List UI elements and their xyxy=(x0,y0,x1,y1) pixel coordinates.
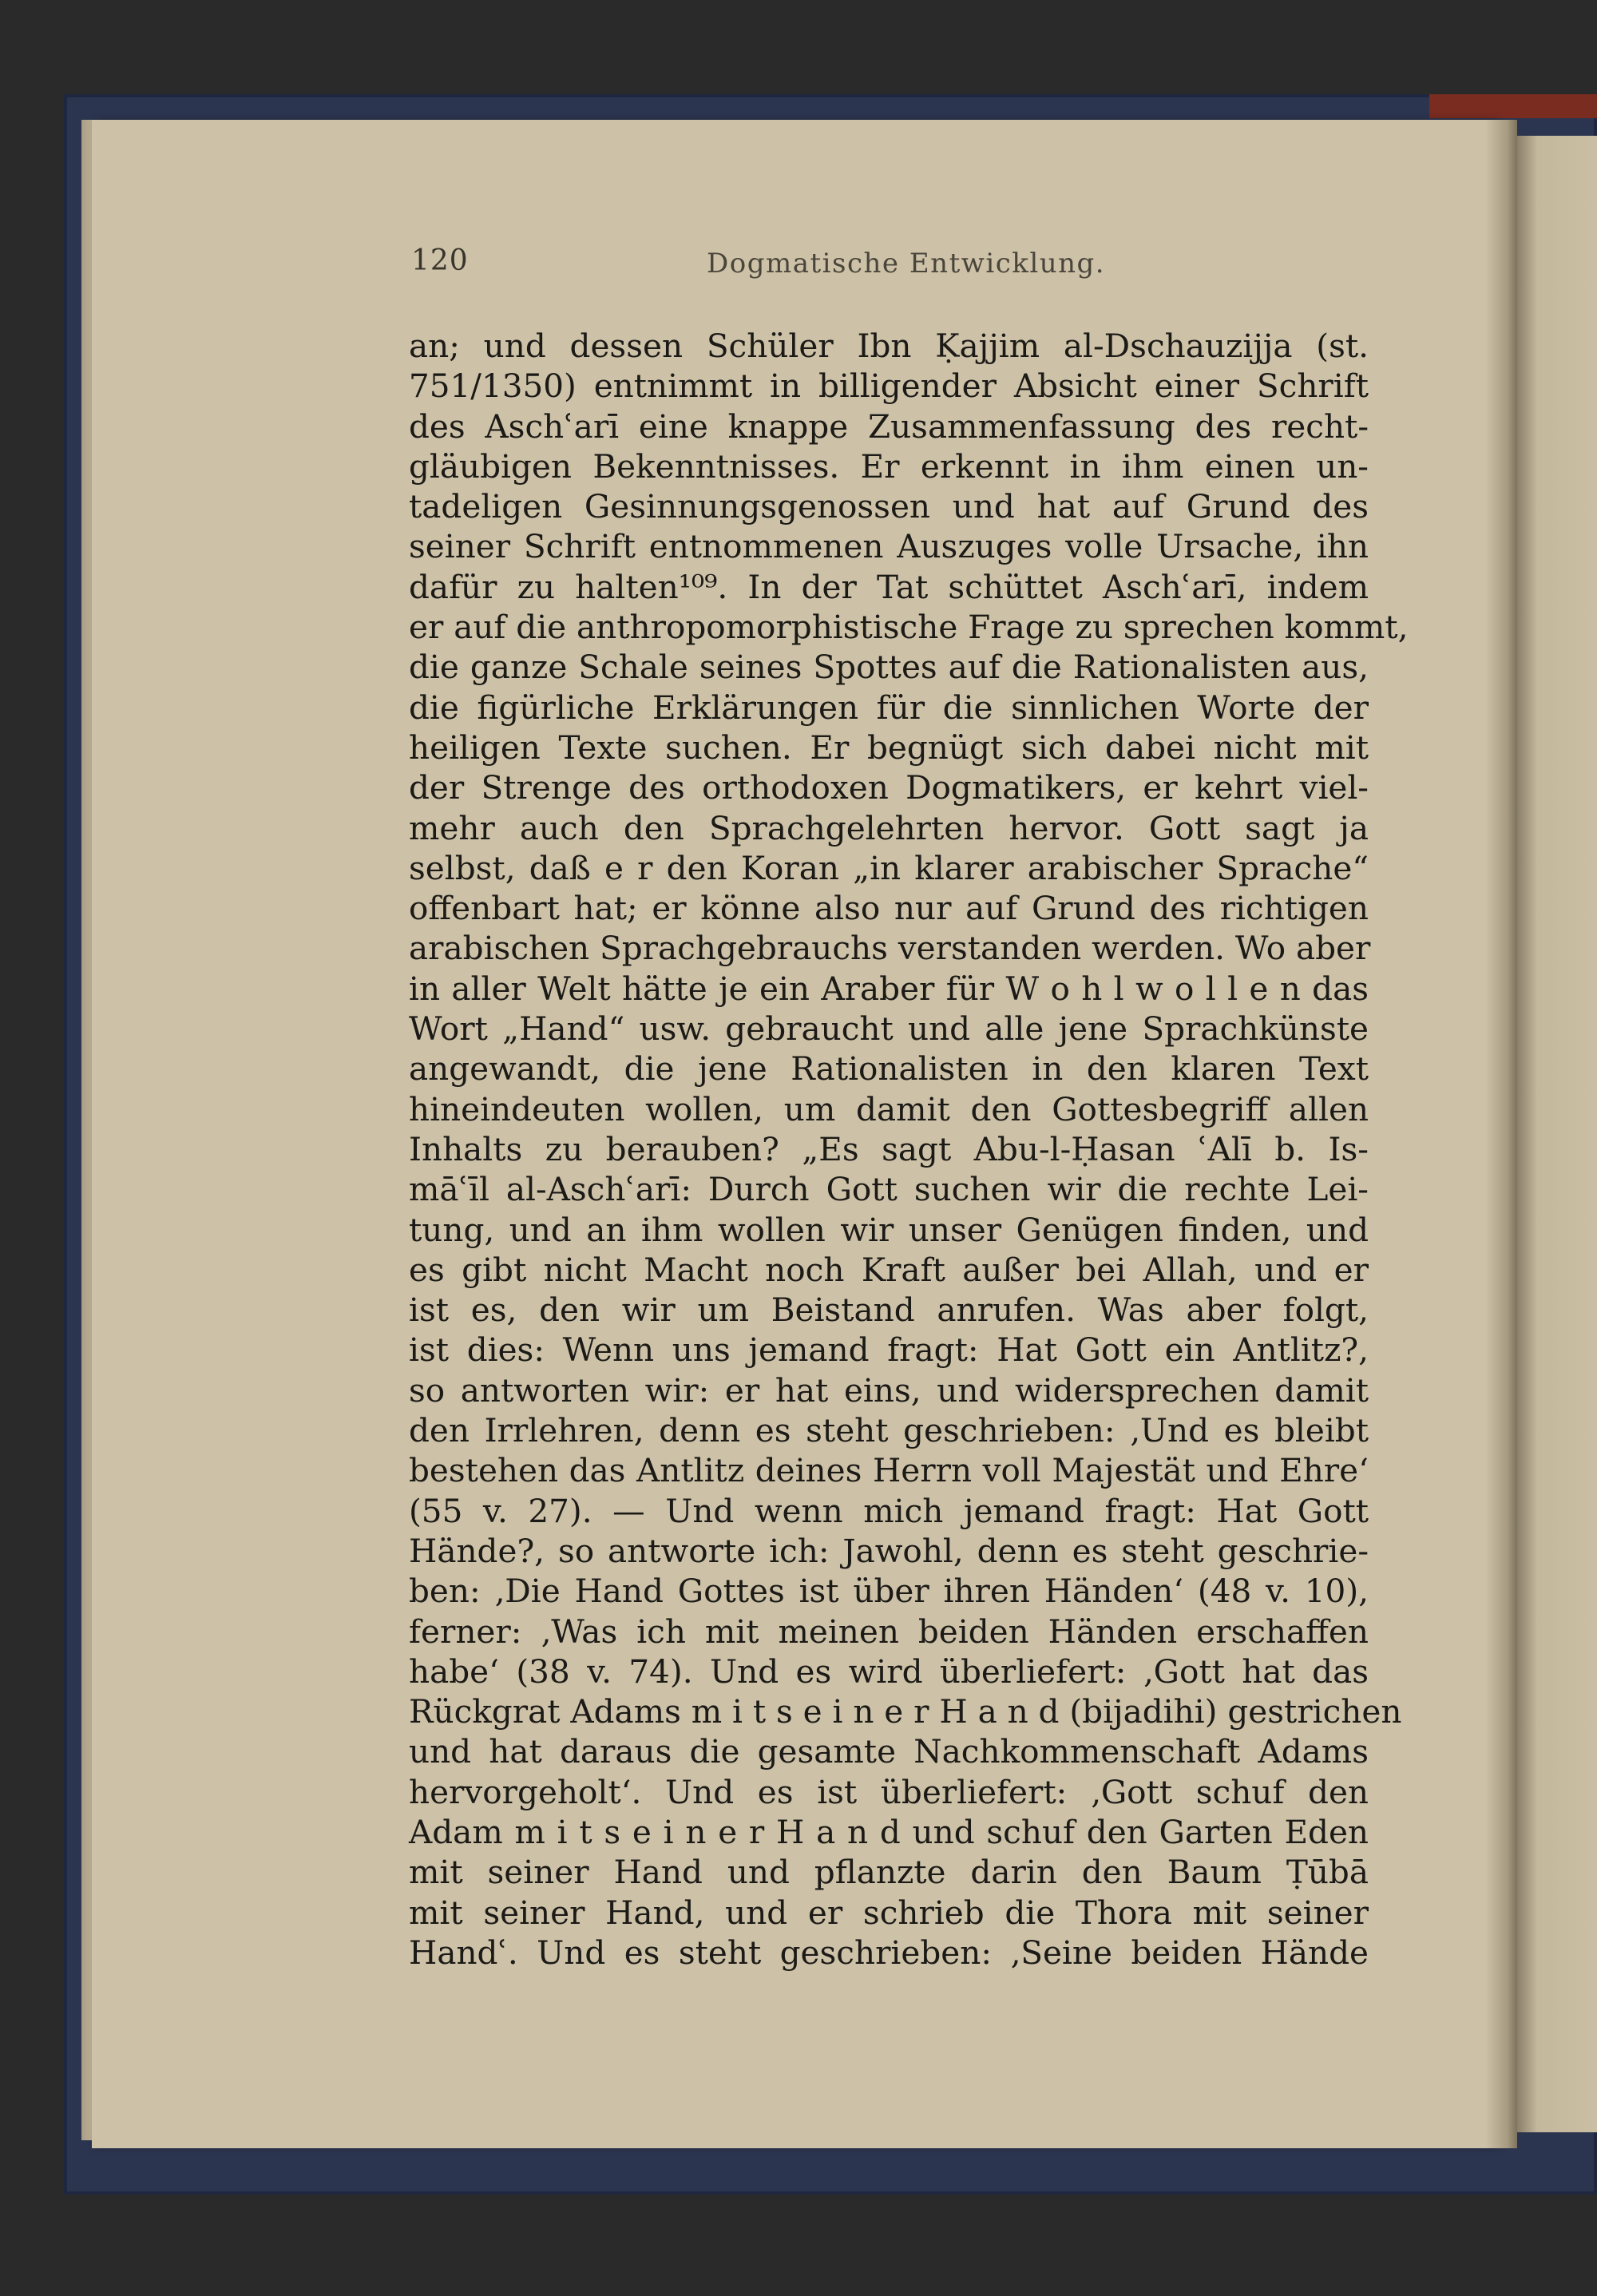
text-line: gläubigen Bekenntnisses. Er erkennt in ihm einen un- xyxy=(409,446,1369,486)
text-line: und hat daraus die gesamte Nachkommenschaft Adams xyxy=(409,1732,1369,1771)
text-line: mit seiner Hand, und er schrieb die Thora mit seiner xyxy=(409,1893,1369,1932)
text-line: angewandt, die jene Rationalisten in den klaren Text xyxy=(409,1049,1369,1089)
text-line: arabischen Sprachgebrauchs verstanden werden. Wo aber xyxy=(409,929,1371,968)
text-line: er auf die anthropomorphistische Frage zu sprechen kommt, xyxy=(409,608,1409,647)
text-line: tung, und an ihm wollen wir unser Genügen finden, und xyxy=(409,1210,1369,1249)
text-line: māʿīl al-Aschʿarī: Durch Gott suchen wir die rechte Lei- xyxy=(409,1170,1369,1209)
text-line: mit seiner Hand und pflanzte darin den Baum Ṭūbā xyxy=(409,1853,1369,1892)
text-line: (55 v. 27). — Und wenn mich jemand fragt: Hat Gott xyxy=(409,1491,1369,1530)
text-line: so antworten wir: er hat eins, und widersprechen damit xyxy=(409,1370,1369,1410)
text-line: es gibt nicht Macht noch Kraft außer bei Allah, und er xyxy=(409,1250,1369,1289)
page-gutter xyxy=(1485,120,1517,2148)
text-line: die ganze Schale seines Spottes auf die Rationalisten aus, xyxy=(409,648,1369,687)
text-line: bestehen das Antlitz deines Herrn voll Majestät und Ehre‘ xyxy=(409,1451,1369,1490)
text-line: Hände?, so antworte ich: Jawohl, denn es steht geschrie- xyxy=(409,1531,1369,1570)
text-line: den Irrlehren, denn es steht geschrieben: ‚Und es bleibt xyxy=(409,1411,1369,1450)
text-line: habe‘ (38 v. 74). Und es wird überliefert: ‚Gott hat das xyxy=(409,1652,1369,1691)
text-line: ferner: ‚Was ich mit meinen beiden Händen erschaffen xyxy=(409,1612,1369,1651)
text-line: des Aschʿarī eine knappe Zusammenfassung des recht- xyxy=(409,406,1369,446)
text-line: offenbart hat; er könne also nur auf Grund des richtigen xyxy=(409,889,1369,928)
text-line: Handʿ. Und es steht geschrieben: ‚Seine beiden Hände xyxy=(409,1933,1369,1972)
text-line: hervorgeholt‘. Und es ist überliefert: ‚Gott schuf den xyxy=(409,1772,1369,1811)
text-line: in aller Welt hätte je ein Araber für W o h l w o l l e n das xyxy=(409,969,1369,1008)
text-line: ben: ‚Die Hand Gottes ist über ihren Händen‘ (48 v. 10), xyxy=(409,1572,1369,1611)
text-line: mehr auch den Sprachgelehrten hervor. Gott sagt ja xyxy=(409,808,1369,847)
text-line: ist es, den wir um Beistand anrufen. Was aber folgt, xyxy=(409,1291,1369,1330)
text-line: Wort „Hand“ usw. gebraucht und alle jene Sprachkünste xyxy=(409,1009,1369,1049)
text-line: seiner Schrift entnommenen Auszuges volle Ursache, ihn xyxy=(409,527,1369,566)
text-line: an; und dessen Schüler Ibn Ḳajjim al-Dschauzijja (st. xyxy=(409,327,1369,365)
page-number: 120 xyxy=(411,244,469,277)
text-line: Adam m i t s e i n e r H a n d und schuf den Garten Eden xyxy=(409,1812,1369,1851)
text-line: hineindeuten wollen, um damit den Gottesbegriff allen xyxy=(409,1089,1369,1128)
text-line: tadeligen Gesinnungsgenossen und hat auf Grund des xyxy=(409,487,1369,526)
facing-page-edge xyxy=(1517,136,1597,2132)
text-line: dafür zu halten¹⁰⁹. In der Tat schüttet Aschʿarī, indem xyxy=(409,567,1369,606)
running-head-title: Dogmatische Entwicklung. xyxy=(707,248,1106,280)
text-line: Rückgrat Adams m i t s e i n e r H a n d (bijadihi) gestrichen xyxy=(409,1692,1402,1731)
text-line: Inhalts zu berauben? „Es sagt Abu-l-Ḥasan ʿAlī b. Is- xyxy=(409,1129,1369,1168)
text-line: 751/1350) entnimmt in billigender Absicht einer Schrift xyxy=(409,367,1369,406)
book-spine-edge xyxy=(1429,94,1597,118)
running-head xyxy=(411,244,1369,292)
text-line: der Strenge des orthodoxen Dogmatikers, er kehrt viel- xyxy=(409,768,1369,807)
body-text xyxy=(409,326,1409,1973)
text-line: ist dies: Wenn uns jemand fragt: Hat Gott ein Antlitz?, xyxy=(409,1330,1369,1370)
text-line: heiligen Texte suchen. Er begnügt sich dabei nicht mit xyxy=(409,728,1369,767)
text-line: selbst, daß e r den Koran „in klarer arabischer Sprache“ xyxy=(409,848,1369,887)
text-line: die figürliche Erklärungen für die sinnlichen Worte der xyxy=(409,688,1369,727)
